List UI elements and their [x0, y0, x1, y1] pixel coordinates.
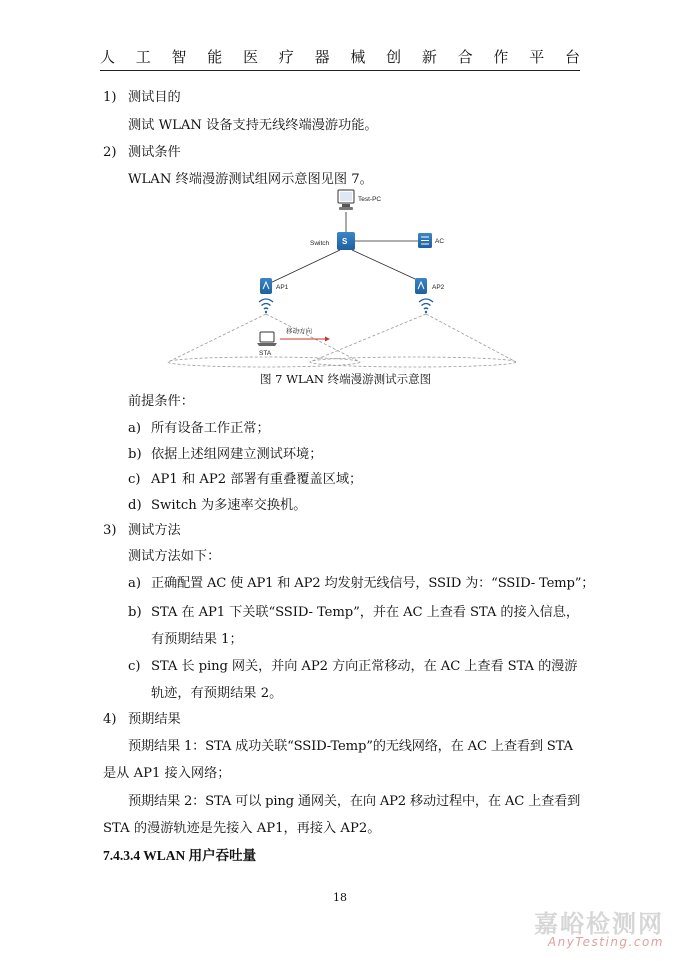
ap2-wifi-signal-icon: [419, 299, 433, 313]
header-char: 械: [350, 48, 366, 66]
paragraph-continuation: 是从 AP1 接入网络；: [103, 766, 231, 781]
header-char: 能: [207, 48, 223, 66]
section-title: 测试目的: [128, 90, 181, 105]
figure-caption: 图 7 WLAN 终端漫游测试示意图: [260, 372, 432, 386]
section-title: 测试条件: [128, 145, 181, 160]
sta-label: STA: [259, 350, 272, 357]
list-item: AP1 和 AP2 部署有重叠覆盖区域；: [151, 472, 363, 487]
ap1-coverage-ellipse: [168, 357, 360, 367]
list-item: Switch 为多速率交换机。: [151, 498, 307, 513]
test-pc-label: Test-PC: [358, 196, 382, 203]
list-marker: c): [128, 472, 141, 487]
paragraph-continuation: STA 的漫游轨迹是先接入 AP1，再接入 AP2。: [103, 821, 381, 836]
watermark-cn: 嘉峪检测网: [534, 910, 664, 938]
list-marker: a): [128, 576, 142, 591]
subsection-heading: 7.4.3.4 WLAN 用户吞吐量: [103, 848, 257, 863]
ac-label: AC: [435, 238, 445, 245]
header-char: 创: [386, 48, 402, 66]
section-marker: 2): [103, 145, 117, 160]
paragraph: 测试 WLAN 设备支持无线终端漫游功能。: [128, 118, 378, 133]
switch-label: Switch: [310, 240, 330, 247]
ap1-icon: [260, 278, 272, 294]
ap1-label: AP1: [276, 284, 289, 291]
header-char: 新: [421, 48, 437, 66]
list-marker: d): [128, 498, 142, 513]
list-item: 依据上述组网建立测试环境；: [151, 447, 323, 462]
preconditions-title: 前提条件：: [128, 394, 194, 409]
header-char: 器: [314, 48, 330, 66]
list-item: 所有设备工作正常；: [151, 421, 270, 436]
paragraph: 预期结果 2：STA 可以 ping 通网关，在向 AP2 移动过程中，在 AC 上查看到: [128, 794, 581, 809]
coverage-areas: [168, 314, 516, 367]
paragraph: 测试方法如下：: [128, 549, 221, 564]
ap2-coverage-ellipse: [310, 357, 516, 367]
list-marker: b): [128, 447, 142, 462]
list-marker: c): [128, 659, 141, 674]
list-item: 正确配置 AC 使 AP1 和 AP2 均发射无线信号，SSID 为：“SSID- Temp”；: [151, 576, 595, 591]
section-marker: 3): [103, 523, 117, 538]
switch-icon: [337, 232, 355, 250]
ap2-icon: [415, 278, 427, 294]
header-char: 疗: [278, 48, 294, 66]
paragraph: WLAN 终端漫游测试组网示意图见图 7。: [128, 172, 373, 187]
header-char: 平: [529, 48, 545, 66]
paragraph: 预期结果 1：STA 成功关联“SSID-Temp”的无线网络，在 AC 上查看到 STA: [128, 739, 573, 754]
section-marker: 1): [103, 90, 117, 105]
ap2-label: AP2: [432, 284, 445, 291]
list-item-continuation: 轨迹，有预期结果 2。: [151, 686, 283, 701]
header-rule: [100, 70, 580, 71]
header-char: 智: [171, 48, 187, 66]
page-header: [100, 46, 580, 67]
movement-direction-label: 移动方向: [286, 328, 312, 335]
ac-icon: [418, 233, 432, 248]
header-char: 作: [493, 48, 509, 66]
header-char: 工: [135, 48, 151, 66]
watermark-en: AnyTesting.com: [547, 935, 664, 949]
section-title: 预期结果: [128, 712, 181, 727]
list-marker: a): [128, 421, 142, 436]
list-marker: b): [128, 605, 142, 620]
section-title: 测试方法: [128, 523, 181, 538]
page-number: 18: [333, 891, 347, 904]
list-item: STA 长 ping 网关，并向 AP2 方向正常移动，在 AC 上查看 STA 的漫游: [151, 659, 578, 674]
sta-laptop-icon: [257, 332, 277, 346]
header-char: 合: [457, 48, 473, 66]
svg-text:S: S: [342, 237, 348, 246]
list-item: STA 在 AP1 下关联“SSID- Temp”，并在 AC 上查看 STA 的接入信息，: [151, 605, 579, 620]
network-diagram: [160, 186, 520, 372]
section-marker: 4): [103, 712, 117, 727]
header-char: 人: [100, 48, 116, 66]
ap1-wifi-signal-icon: [259, 299, 273, 313]
header-char: 医: [243, 48, 259, 66]
header-char: 台: [564, 48, 580, 66]
list-item-continuation: 有预期结果 1；: [151, 632, 243, 647]
test-pc-icon: [338, 190, 354, 210]
